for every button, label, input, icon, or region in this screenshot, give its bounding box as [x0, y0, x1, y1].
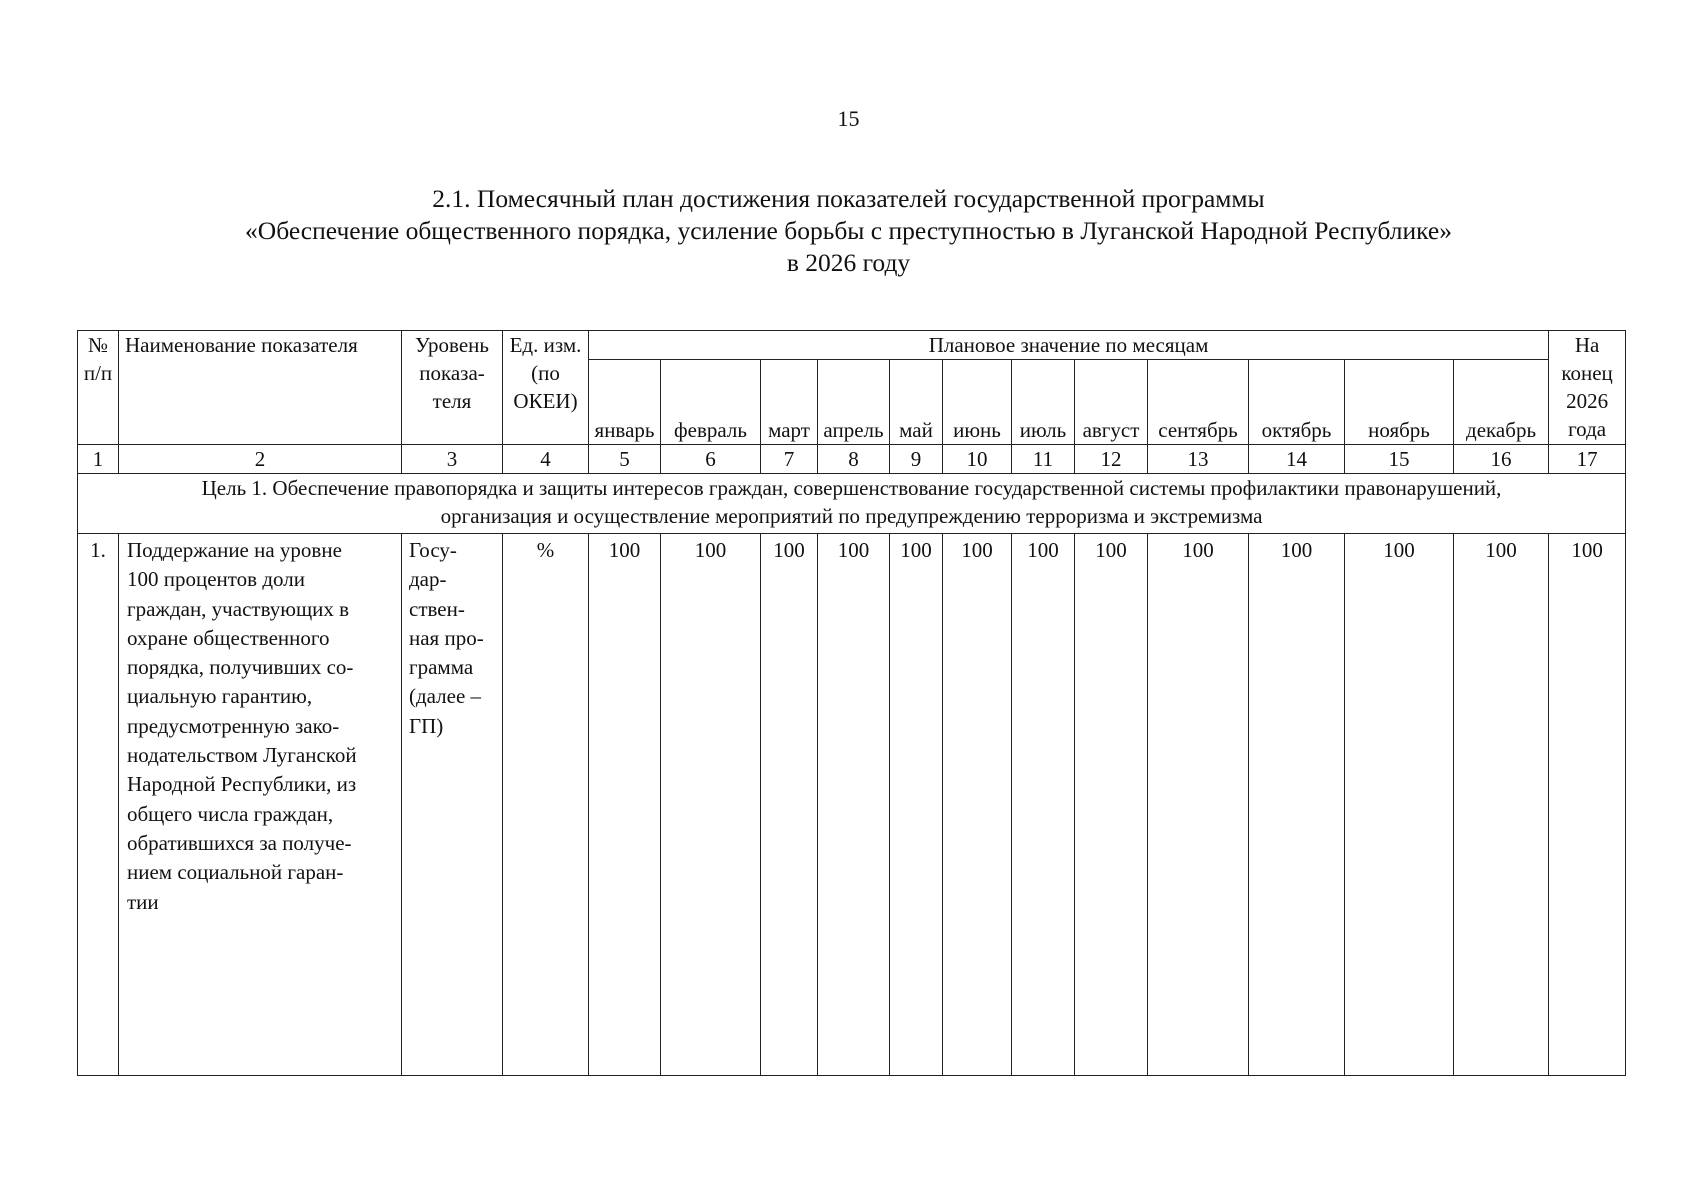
level-line-6: (далее –	[409, 684, 482, 709]
header-num-line-2: п/п	[83, 361, 113, 385]
goal-text	[78, 474, 1626, 534]
month-august: август	[1075, 360, 1148, 445]
monthly-plan-table	[77, 330, 1626, 1076]
header-level-line-2: показа-	[419, 361, 485, 385]
value-october: 100	[1249, 534, 1345, 1076]
name-line-12: нием социальной гаран-	[127, 860, 344, 885]
level-line-5: грамма	[409, 655, 474, 680]
header-end-line-3: 2026	[1566, 389, 1609, 413]
document-title	[0, 183, 1697, 279]
value-december: 100	[1454, 534, 1549, 1076]
level-line-4: ная про-	[409, 625, 484, 650]
header-unit	[503, 331, 589, 445]
col-num-1: 1	[78, 445, 119, 474]
title-line-3: в 2026 году	[786, 248, 911, 277]
header-name: Наименование показателя	[119, 331, 402, 445]
header-level-line-1: Уровень	[415, 333, 489, 357]
value-may: 100	[890, 534, 943, 1076]
col-num-9: 9	[890, 445, 943, 474]
col-num-3: 3	[402, 445, 503, 474]
level-line-7: ГП)	[409, 713, 444, 738]
month-march: март	[761, 360, 818, 445]
month-december: декабрь	[1454, 360, 1549, 445]
header-num-line-1: №	[87, 333, 109, 357]
name-line-7: предусмотренную зако-	[127, 713, 340, 738]
col-num-15: 15	[1345, 445, 1454, 474]
col-num-14: 14	[1249, 445, 1345, 474]
name-line-5: порядка, получивших со-	[127, 655, 354, 680]
title-line-1: 2.1. Помесячный план достижения показателей государственной программы	[432, 184, 1265, 213]
page-number: 15	[837, 106, 860, 131]
value-february: 100	[661, 534, 761, 1076]
col-num-11: 11	[1012, 445, 1075, 474]
col-num-7: 7	[761, 445, 818, 474]
col-num-5: 5	[589, 445, 661, 474]
month-january: январь	[589, 360, 661, 445]
indicator-level	[402, 534, 503, 1076]
col-num-13: 13	[1148, 445, 1249, 474]
header-end-line-1: На	[1574, 333, 1600, 357]
name-line-10: общего числа граждан,	[127, 801, 334, 826]
name-line-6: циальную гарантию,	[127, 684, 313, 709]
indicator-name	[119, 534, 402, 1076]
col-num-17: 17	[1549, 445, 1626, 474]
value-november: 100	[1345, 534, 1454, 1076]
header-unit-line-2: (по	[531, 361, 560, 385]
name-line-3: граждан, участвующих в	[127, 596, 350, 621]
col-num-8: 8	[818, 445, 890, 474]
col-num-10: 10	[943, 445, 1012, 474]
name-line-4: охране общественного	[127, 625, 330, 650]
month-may: май	[890, 360, 943, 445]
month-july: июль	[1012, 360, 1075, 445]
header-end-line-4: года	[1568, 417, 1607, 441]
month-june: июнь	[943, 360, 1012, 445]
col-num-12: 12	[1075, 445, 1148, 474]
name-line-2: 100 процентов доли	[127, 567, 305, 592]
value-august: 100	[1075, 534, 1148, 1076]
header-unit-line-3: ОКЕИ)	[513, 389, 578, 413]
month-september: сентябрь	[1148, 360, 1249, 445]
header-row-top	[78, 331, 1626, 360]
month-november: ноябрь	[1345, 360, 1454, 445]
value-end-of-year: 100	[1549, 534, 1626, 1076]
col-num-2: 2	[119, 445, 402, 474]
goal-line-1: Цель 1. Обеспечение правопорядка и защиты интересов граждан, совершенствование государственной системы профилактики правонарушений,	[201, 476, 1502, 500]
row-num: 1.	[78, 534, 119, 1076]
name-line-1: Поддержание на уровне	[127, 538, 342, 562]
table-row	[78, 534, 1626, 1076]
goal-row	[78, 474, 1626, 534]
month-april: апрель	[818, 360, 890, 445]
header-level	[402, 331, 503, 445]
header-end-of-year	[1549, 331, 1626, 445]
name-line-13: тии	[127, 889, 159, 914]
title-line-2: «Обеспечение общественного порядка, усиление борьбы с преступностью в Луганской Народной Республике»	[245, 216, 1452, 245]
header-level-line-3: теля	[432, 389, 472, 413]
header-unit-line-1: Ед. изм.	[509, 333, 582, 357]
value-september: 100	[1148, 534, 1249, 1076]
header-num	[78, 331, 119, 445]
header-planned-by-month: Плановое значение по месяцам	[589, 331, 1549, 360]
level-line-1: Госу-	[409, 538, 457, 562]
col-num-16: 16	[1454, 445, 1549, 474]
header-end-line-2: конец	[1561, 361, 1613, 385]
value-july: 100	[1012, 534, 1075, 1076]
value-april: 100	[818, 534, 890, 1076]
level-line-3: ствен-	[409, 596, 465, 621]
value-january: 100	[589, 534, 661, 1076]
goal-line-2: организация и осуществление мероприятий по предупреждению терроризма и экстремизма	[440, 504, 1263, 528]
column-numbers-row	[78, 445, 1626, 474]
value-june: 100	[943, 534, 1012, 1076]
name-line-11: обратившихся за получе-	[127, 830, 352, 855]
col-num-4: 4	[503, 445, 589, 474]
month-october: октябрь	[1249, 360, 1345, 445]
month-february: февраль	[661, 360, 761, 445]
col-num-6: 6	[661, 445, 761, 474]
name-line-9: Народной Республики, из	[127, 772, 357, 797]
indicator-unit: %	[503, 534, 589, 1076]
name-line-8: нодательством Луганской	[127, 743, 357, 768]
level-line-2: дар-	[409, 567, 447, 592]
value-march: 100	[761, 534, 818, 1076]
